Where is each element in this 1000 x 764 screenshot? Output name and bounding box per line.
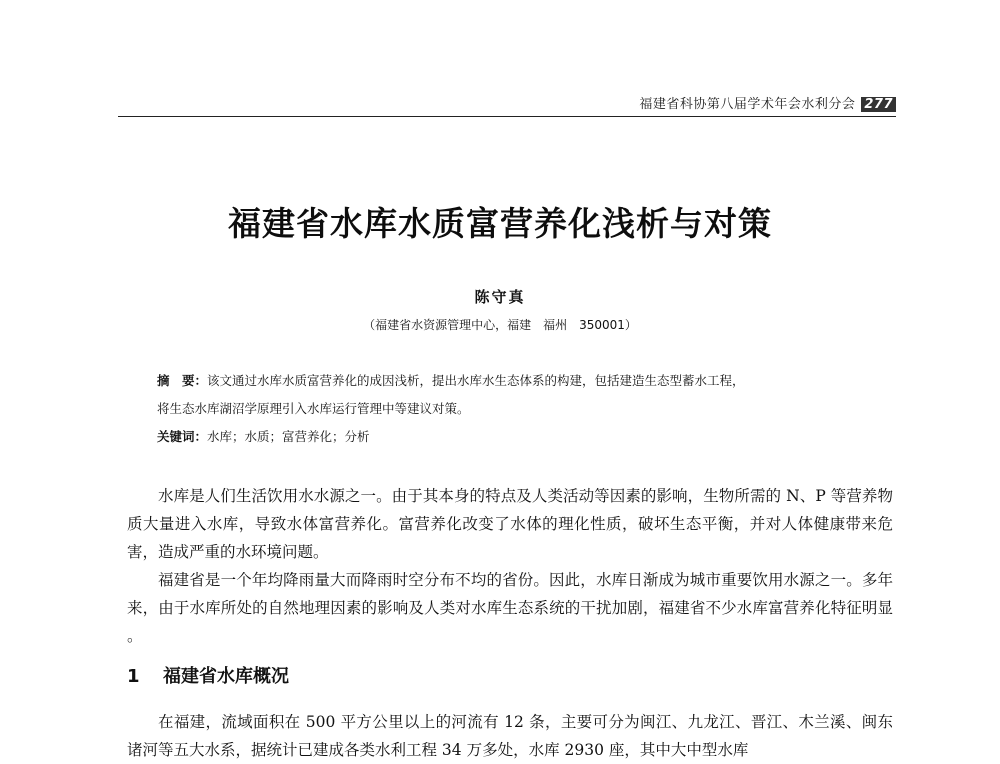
paragraph-1: 水库是人们生活饮用水水源之一。由于其本身的特点及人类活动等因素的影响，生物所需的 N、P 等营养物质大量进入水库，导致水体富营养化。富营养化改变了水体的理化性质，破坏生态平衡，并对人体健康带来危害，造成严重的水环境问题。	[127, 487, 893, 561]
abstract-line-1	[157, 367, 885, 395]
abstract-text-1: 该文通过水库水质富营养化的成因浅析，提出水库水生态体系的构建，包括建造生态型蓄水工程，	[207, 373, 745, 388]
running-header	[639, 93, 896, 112]
paragraph-2: 福建省是一个年均降雨量大而降雨时空分布不均的省份。因此，水库日渐成为城市重要饮用水源之一。多年来，由于水库所处的自然地理因素的影响及人类对水库生态系统的干扰加剧，福建省不少水库富营养化特征明显 。	[127, 571, 893, 645]
abstract-label: 摘 要：	[157, 373, 208, 388]
running-title: 福建省科协第八届学术年会水利分会	[639, 97, 856, 112]
section-heading-1	[127, 662, 289, 688]
keywords-label: 关键词：	[157, 429, 208, 444]
keywords-line	[157, 423, 885, 451]
intro-text	[127, 482, 893, 650]
author-name: 陈守真	[474, 288, 526, 306]
header-rule	[118, 116, 896, 117]
keywords-text: 水库；水质；富营养化；分析	[207, 429, 370, 444]
page-number: 277	[861, 97, 896, 112]
abstract-block	[157, 367, 885, 451]
section-number: 1	[127, 666, 140, 687]
article-title: 福建省水库水质富营养化浅析与对策	[228, 204, 772, 243]
section-title: 福建省水库概况	[163, 666, 289, 687]
abstract-text-2: 将生态水库湖沼学原理引入水库运行管理中等建议对策。	[157, 401, 470, 416]
author-affiliation: （福建省水资源管理中心，福建 福州 350001）	[363, 318, 637, 332]
section-1-text	[127, 708, 893, 764]
paragraph-3: 在福建，流域面积在 500 平方公里以上的河流有 12 条，主要可分为闽江、九龙江、晋江、木兰溪、闽东诸河等五大水系，据统计已建成各类水利工程 34 万多处，水库 2930 座，其中大中型水库	[127, 713, 893, 759]
